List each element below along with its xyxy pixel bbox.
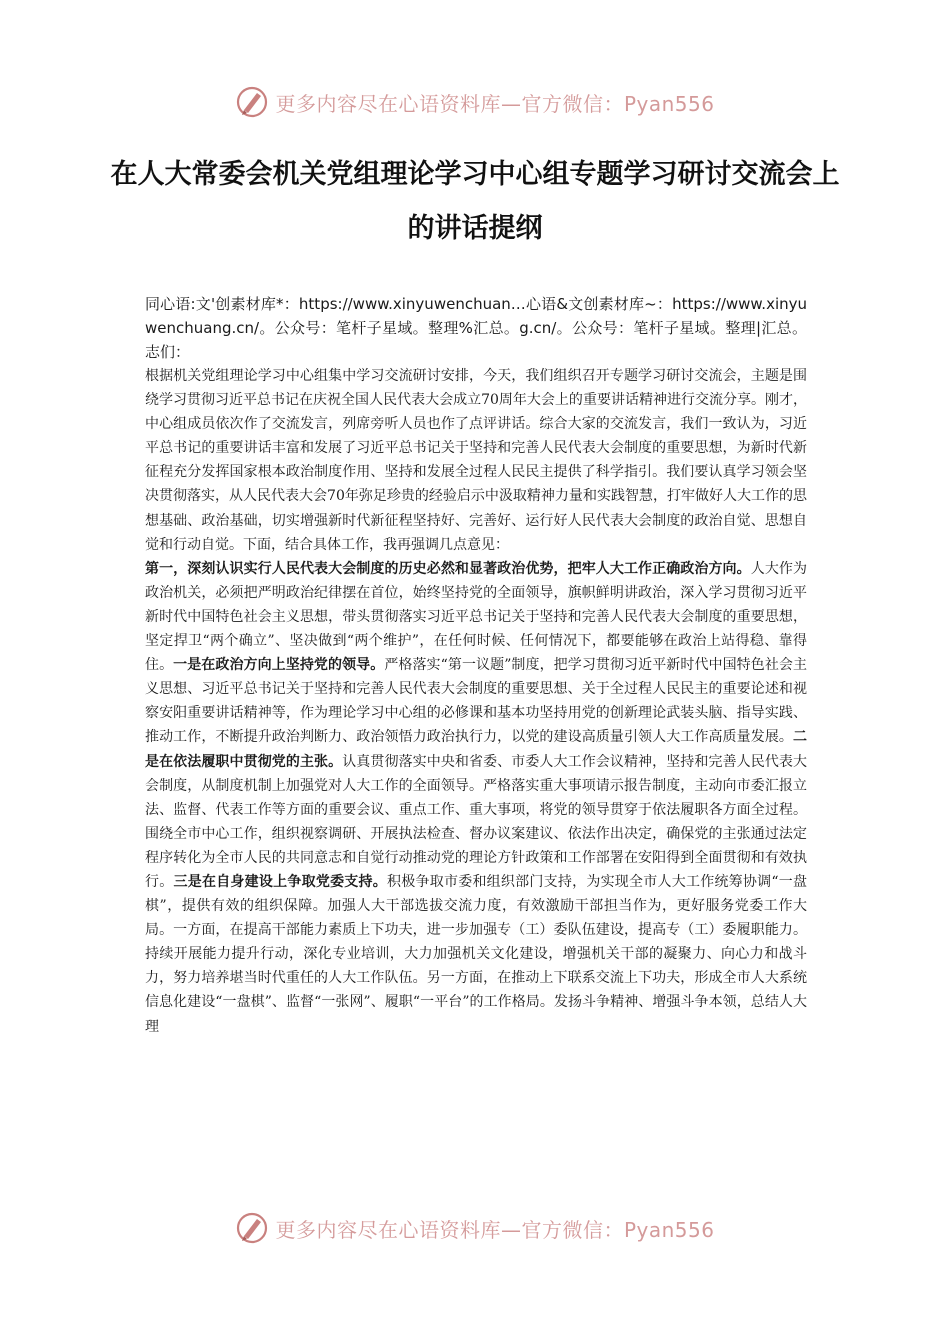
point-one-text: 严格落实“第一议题”制度，把学习贯彻习近平新时代中国特色社会主义思想、习近平总书记关于坚持和完善人民代表大会制度的重要思想、关于全过程人民民主的重要论述和视察安阳重要讲话精神等，作为理论学习中心组的必修课和基本功坚持用党的创新理论武装头脑、指导实践、推动工作，不断提升政治判断力、政治领悟力政治执行力，以党的建设高质量引领人大工作高质量发展。 <box>145 657 807 746</box>
point-two-text: 认真贯彻落实中央和省委、市委人大工作会议精神，坚持和完善人民代表大会制度，从制度机制上加强党对人大工作的全面领导。严格落实重大事项请示报告制度，主动向市委汇报立法、监督、代表工作等方面的重要会议、重点工作、重大事项，将党的领导贯穿于依法履职各方面全过程。围绕全市中心工作，组织视察调研、开展执法检查、督办议案建议、依法作出决定，确保党的主张通过法定程序转化为全市人民的共同意志和自觉行动推动党的理论方针政策和工作部署在安阳得到全面贯彻和有效执行。 <box>145 753 807 890</box>
intro-paragraph: 同心语:文'创素材库*：https://www.xinyuwenchuan…心语&文创素材库~：https://www.xinyuwenchuang.cn/。公众号：笔杆子星域。整理%汇总。g.cn/。公众号：笔杆子星域。整理|汇总。志们： <box>145 295 807 361</box>
point-three-text: 积极争取市委和组织部门支持，为实现全市人大工作统筹协调“一盘棋”，提供有效的组织保障。加强人大干部选拔交流力度，有效激励干部担当作为，更好服务党委工作大局。一方面，在提高干部能力素质上下功夫，进一步加强专（工）委队伍建设，提高专（工）委履职能力。持续开展能力提升行动，深化专业培训，大力加强机关文化建设，增强机关干部的凝聚力、向心力和战斗力，努力培养堪当时代重任的人大工作队伍。另一方面，在推动上下联系交流上下功夫，形成全市人大系统信息化建设“一盘棋”、监督“一张网”、履职“一平台”的工作格局。发扬斗争精神、增强斗争本领，总结人大理 <box>145 873 808 1035</box>
banner-text: 更多内容尽在心语资料库—官方微信：Pyan556 <box>275 1217 715 1242</box>
footer-banner <box>0 1208 950 1248</box>
point-two-heading: 二是在依法履职中贯彻党的主张。 <box>145 729 807 770</box>
section-one-text: 人大作为政治机关，必须把严明政治纪律摆在首位，始终坚持党的全面领导，旗帜鲜明讲政治，深入学习贯彻习近平新时代中国特色社会主义思想，带头贯彻落实习近平总书记关于坚持和完善人民代表大会制度的重要思想，坚定捍卫“两个确立”、坚决做到“两个维护”，在任何时候、任何情况下，都要能够在政治上站得稳、靠得住。 <box>145 560 808 674</box>
document-title: 在人大常委会机关党组理论学习中心组专题学习研讨交流会上的讲话提纲 <box>110 159 840 244</box>
pen-logo-icon <box>235 1211 269 1245</box>
pen-logo-icon <box>235 85 269 119</box>
banner-text: 更多内容尽在心语资料库—官方微信：Pyan556 <box>275 91 715 116</box>
point-one-heading: 一是在政治方向上坚持党的领导。 <box>173 657 385 674</box>
opening-paragraph: 根据机关党组理论学习中心组集中学习交流研讨安排，今天，我们组织召开专题学习研讨交流会，主题是围绕学习贯彻习近平总书记在庆祝全国人民代表大会成立70周年大会上的重要讲话精神进行交流分享。刚才，中心组成员依次作了交流发言，列席旁听人员也作了点评讲话。综合大家的交流发言，我们一致认为，习近平总书记的重要讲话丰富和发展了习近平总书记关于坚持和完善人民代表大会制度的重要思想，为新时代新征程充分发挥国家根本政治制度作用、坚持和发展全过程人民民主提供了科学指引。我们要认真学习领会坚决贯彻落实，从人民代表大会70年弥足珍贵的经验启示中汲取精神力量和实践智慧，打牢做好人大工作的思想基础、政治基础，切实增强新时代新征程坚持好、完善好、运行好人民代表大会制度的政治自觉、思想自觉和行动自觉。下面，结合具体工作，我再强调几点意见： <box>145 368 807 553</box>
point-three-heading: 三是在自身建设上争取党委支持。 <box>173 873 388 890</box>
document-body <box>145 292 807 1039</box>
section-one-heading: 第一，深刻认识实行人民代表大会制度的历史必然和显著政治优势，把牢人大工作正确政治方向。 <box>145 560 751 577</box>
header-banner <box>0 82 950 122</box>
section-one-paragraph <box>145 557 807 1039</box>
